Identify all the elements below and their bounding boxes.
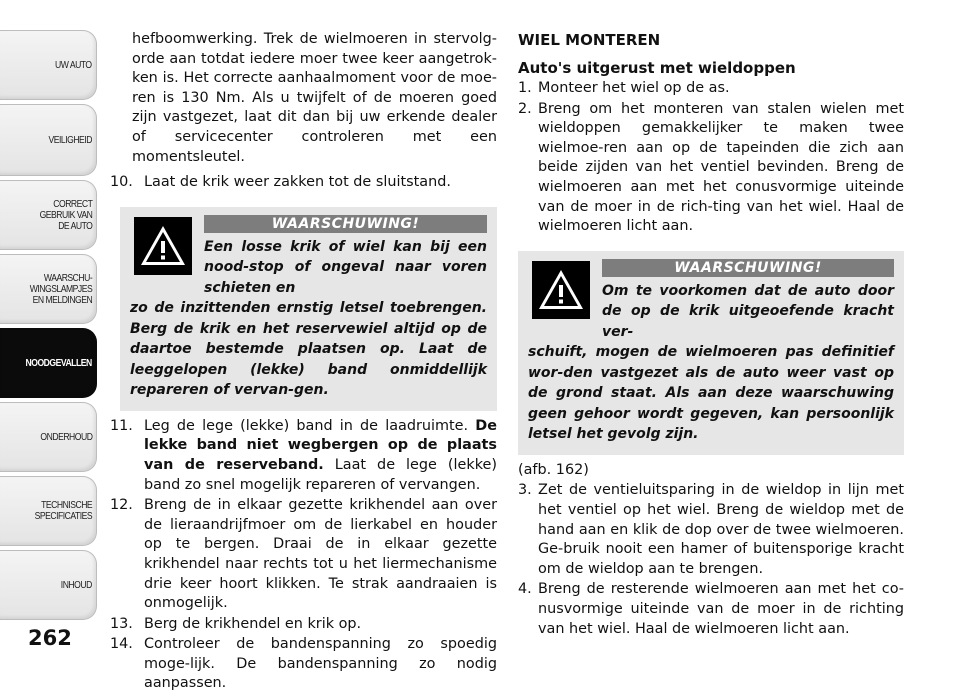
tab-label: UW AUTO <box>55 58 92 71</box>
step-number: 10. <box>110 174 133 191</box>
tab-label: NOODGEVALLEN <box>25 356 92 369</box>
right-column <box>518 30 904 639</box>
step-text: Zet de ventieluitsparing in de wieldop in lijn met het ventiel op het wiel. Breng de wieldop met de hand aan en klik de dop over de twee wielmoeren. Ge-bruik nooit een hamer of buitensporige kracht om de wieldop aan te brengen. <box>538 482 904 577</box>
step-number: 2. <box>518 100 532 117</box>
tab-technische-specificaties[interactable] <box>0 476 97 546</box>
tab-label: VEILIGHEID <box>48 133 92 146</box>
warning-header <box>528 259 894 343</box>
tab-onderhoud[interactable] <box>0 402 97 472</box>
step-text: Laat de krik weer zakken tot de sluitstand. <box>144 174 451 191</box>
step-1 <box>518 79 904 99</box>
step-text: Leg de lege (lekke) band in de laadruimte. <box>144 417 469 434</box>
warning-title: WAARSCHUWING! <box>602 259 894 277</box>
step-2 <box>518 100 904 237</box>
step-text: Breng om het monteren van stalen wielen met wieldoppen gemakkelijker te maken twee wielmoe-ren aan op de tapeinden die zich aan beide zijden van het ventiel bevinden. Breng de wielmoeren aan met het conusvormige uiteinde van de moer in de rich-ting van het wiel. Haal de wielmoeren licht aan. <box>538 100 904 235</box>
step-number: 13. <box>110 615 133 632</box>
tab-uw-auto[interactable] <box>0 30 97 100</box>
step-number: 1. <box>518 80 532 96</box>
tab-label: TECHNISCHE SPECIFICATIES <box>34 499 92 522</box>
section-subheading: Auto's uitgerust met wieldoppen <box>518 59 796 77</box>
step-11 <box>110 417 497 495</box>
step-13 <box>110 615 497 635</box>
tab-inhoud[interactable] <box>0 550 97 620</box>
warning-text: zo de inzittenden ernstig letsel toebrengen. Berg de krik en het reservewiel altijd op de daartoe bestemde plaatsen op. Laat de leeggelopen (lekke) band onmiddellijk repareren of vervan-gen. <box>130 300 487 399</box>
tab-veiligheid[interactable] <box>0 104 97 176</box>
step-bold-text: De lekke band niet wegbergen op de plaats van de reserveband. <box>144 417 498 473</box>
step-number: 4. <box>518 581 532 598</box>
page-number: 262 <box>28 626 72 650</box>
warning-triangle-icon <box>134 217 192 275</box>
step-text: Berg de krikhendel en krik op. <box>144 615 362 632</box>
section-heading: WIEL MONTEREN <box>518 31 661 49</box>
figure-reference: (afb. 162) <box>518 461 589 478</box>
step-number: 11. <box>110 417 133 434</box>
left-column <box>110 30 497 694</box>
tab-label: CORRECT GEBRUIK VAN DE AUTO <box>39 197 92 232</box>
step-number: 14. <box>110 636 133 653</box>
warning-box <box>518 251 904 455</box>
step-14 <box>110 635 497 694</box>
continuation-paragraph: hefboomwerking. Trek de wielmoeren in stervolg-orde aan totdat iedere moer twee keer aangetrok-ken is. Het correcte aanhaalmoment voor de moe-ren is 130 Nm. Als u twijfelt of de moeren goed zijn vastgezet, laat dit dan bij uw erkende dealer of servicecenter controleren met een momentsleutel. <box>132 31 497 165</box>
step-3 <box>518 481 904 579</box>
step-number: 12. <box>110 497 133 514</box>
step-text: Laat de lege (lekke) band zo snel mogelijk repareren of vervangen. <box>144 456 497 493</box>
step-4 <box>518 580 904 639</box>
tab-waarschuwingslampjes[interactable] <box>0 254 97 324</box>
warning-text: schuift, mogen de wielmoeren pas definitief wor-den vastgezet als de auto weer vast op de grond staat. Als aan deze waarschuwing geen gehoor wordt gegeven, kan persoonlijk letsel het gevolg zijn. <box>528 344 894 443</box>
step-12 <box>110 496 497 614</box>
warning-title: WAARSCHUWING! <box>204 215 487 233</box>
step-text: Monteer het wiel op de as. <box>538 80 730 96</box>
warning-lead-text: Om te voorkomen dat de auto door de op de krik uitgeoefende kracht ver- <box>602 282 894 340</box>
warning-header <box>130 215 487 299</box>
tab-noodgevallen[interactable] <box>0 328 97 398</box>
warning-triangle-icon <box>532 261 590 319</box>
step-number: 3. <box>518 482 532 499</box>
warning-lead-text: Een losse krik of wiel kan bij een nood-stop of ongeval naar voren schieten en <box>204 238 487 296</box>
step-text: Breng de in elkaar gezette krikhendel aan over de lieraandrijfmoer om de lierkabel en houder op te bergen. Draai de in elkaar gezette krikhendel naar rechts tot u het liermechanisme drie keer hoort klikken. Te strak aandraaien is onmogelijk. <box>144 497 497 612</box>
step-text: Controleer de bandenspanning zo spoedig moge-lijk. De bandenspanning zo nodig aanpassen. <box>144 636 497 692</box>
tab-label: WAARSCHU- WINGSLAMPJES EN MELDINGEN <box>29 271 92 306</box>
step-10 <box>110 173 497 193</box>
tab-label: ONDERHOUD <box>39 430 92 443</box>
step-text: Breng de resterende wielmoeren aan met het co-nusvormige uiteinde van de moer in de richting van het wiel. Haal de wielmoeren licht aan. <box>538 581 904 637</box>
tab-label: INHOUD <box>60 578 92 591</box>
warning-box <box>120 207 497 411</box>
tab-correct-gebruik[interactable] <box>0 180 97 250</box>
